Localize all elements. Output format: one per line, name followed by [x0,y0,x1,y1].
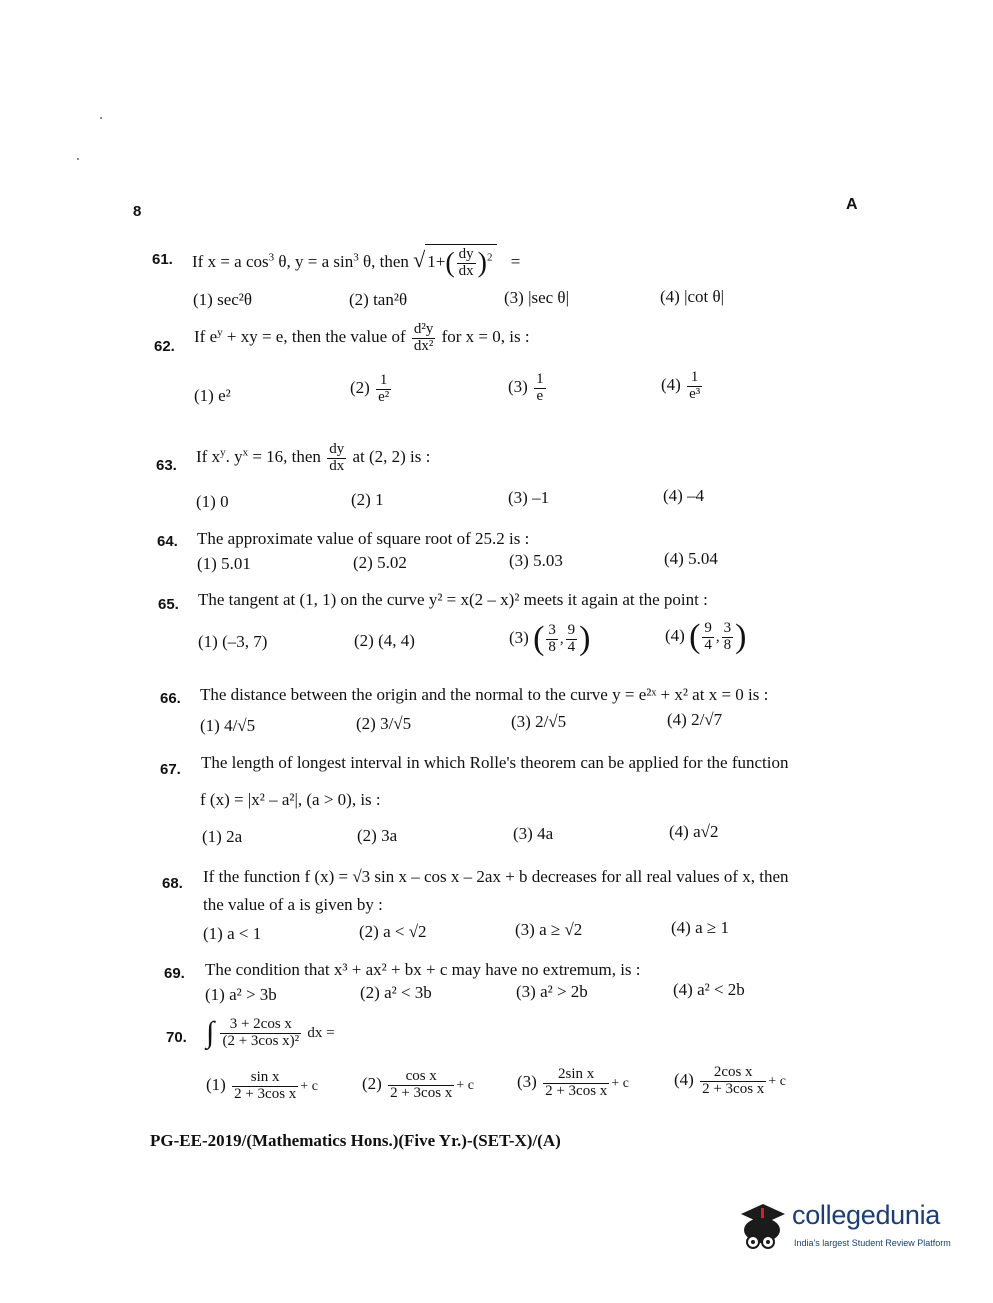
option-4: (4) a ≥ 1 [671,918,729,937]
option-2: (2) 1 [351,490,384,509]
question-number: 61. [152,251,173,268]
scan-mark [77,158,79,160]
option-1: (1) 5.01 [197,554,251,573]
option-2: (2) 3/√5 [356,714,412,733]
question-69-text: The condition that x³ + ax² + bx + c may have no extremum, is : [205,960,641,979]
question-number: 64. [157,533,178,550]
option-3: (3) $\frac{1}{e}$ [508,371,544,404]
option-1: (1) 4/√5 [200,716,256,735]
option-2: (2) tan²θ [349,290,408,309]
page-number: 8 [133,203,142,220]
question-64-text: The approximate value of square root of 25.2 is : [197,529,530,548]
question-number: 63. [156,457,177,474]
option-4: (4) $\frac{\text{2cos x}}{\text{2 + 3cos x}}$ + c [674,1064,786,1097]
option-2: (2) (4, 4) [354,631,415,650]
option-3: (3) a ≥ √2 [515,920,583,939]
question-number: 67. [160,761,181,778]
logo-tagline: India's largest Student Review Platform [794,1238,951,1248]
question-65-text: The tangent at (1, 1) on the curve y² = x(2 – x)² meets it again at the point : [198,590,708,609]
option-2: (2) a < √2 [359,922,427,941]
option-4: (4) 5.04 [664,549,718,568]
option-3: (3) a² > 2b [516,982,588,1001]
option-4: (4) $\frac{1}{\text{e³}}$ [661,369,701,402]
option-3: (3) 5.03 [509,551,563,570]
question-70-integral: ∫ $\frac{\text{3 + 2cos x}}{\text{(2 + 3cos x)²}}$ dx = [206,1015,335,1049]
question-number: 70. [166,1029,187,1046]
question-number: 62. [154,338,175,355]
question-number: 68. [162,875,183,892]
set-letter: A [846,196,858,213]
collegedunia-logo [735,1196,970,1262]
question-67-text-line2: f (x) = |x² – a²|, (a > 0), is : [200,790,381,809]
question-67-text: The length of longest interval in which Rolle's theorem can be applied for the function [201,753,789,772]
option-4: (4) |cot θ| [660,287,725,306]
question-68-text-line2: the value of a is given by : [203,895,383,914]
option-3: (3) 4a [513,824,554,843]
option-1: (1) 2a [202,827,243,846]
option-3: (3) –1 [508,488,550,507]
scan-mark [100,117,102,119]
option-1: (1) (–3, 7) [198,632,268,651]
option-4: (4) –4 [663,486,705,505]
option-1: (1) e² [194,386,231,405]
question-number: 66. [160,690,181,707]
option-2: (2) 5.02 [353,553,407,572]
option-1: (1) sec²θ [193,290,253,309]
question-63-text: If $x^y$. $y^x = 16$, then $\frac{dy}{dx}$ at (2, 2) is : [196,441,431,474]
option-4: (4) 2/√7 [667,710,723,729]
question-number: 65. [158,596,179,613]
option-4: (4) a² < 2b [673,980,745,999]
option-4: (4) ( $\frac{9}{4}$ , $\frac{3}{8}$ ) [665,618,747,655]
option-1: (1) $\frac{\text{sin x}}{\text{2 + 3cos x}}$ + c [206,1069,318,1102]
option-4: (4) a√2 [669,822,719,841]
option-3: (3) |sec θ| [504,288,569,307]
mascot-icon [735,1196,789,1258]
question-62-text: If $e^y$ + xy = e, then the value of $\frac{\text{d²y}}{\text{dx²}}$ for x = 0, is : [194,321,530,354]
option-2: (2) a² < 3b [360,983,432,1002]
option-3: (3) ( $\frac{3}{8}$ , $\frac{9}{4}$ ) [509,620,591,657]
paper-code-footer: PG-EE-2019/(Mathematics Hons.)(Five Yr.)-(SET-X)/(A) [150,1131,561,1150]
option-1: (1) 0 [196,492,229,511]
option-2: (2) $\frac{\text{cos x}}{\text{2 + 3cos x}}$ + c [362,1068,474,1101]
option-3: (3) 2/√5 [511,712,567,731]
option-3: (3) $\frac{\text{2sin x}}{\text{2 + 3cos x}}$ + c [517,1066,629,1099]
question-61-text: If x = a $\cos^3 \theta$, y = a $\sin^3 \theta$, then √ 1+( $\frac{dy}{dx}$ )$^2$ = [192,246,521,279]
option-2: (2) 3a [357,826,398,845]
question-68-text: If the function f (x) = √3 sin x – cos x – 2ax + b decreases for all real values of x, then [203,867,789,886]
question-66-text: The distance between the origin and the normal to the curve y = e²ˣ + x² at x = 0 is : [200,685,769,704]
question-number: 69. [164,965,185,982]
logo-wordmark: collegedunia [792,1200,941,1230]
option-2: (2) $\frac{1}{\text{e²}}$ [350,372,390,405]
option-1: (1) a < 1 [203,924,262,943]
option-1: (1) a² > 3b [205,985,277,1004]
